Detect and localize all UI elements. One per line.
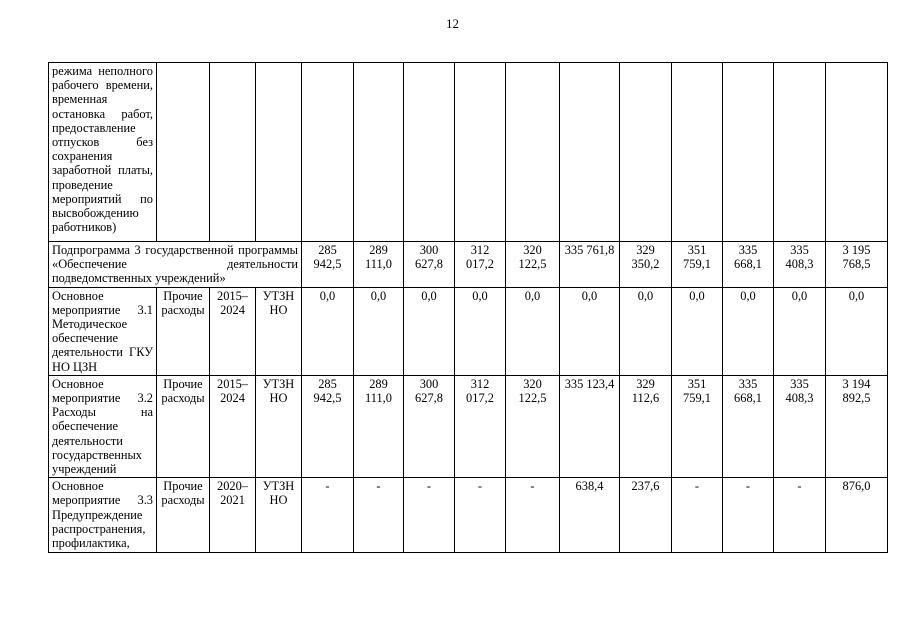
table-row: [49, 478, 888, 553]
value-cell: 0,0: [723, 287, 774, 375]
empty-cell: [774, 63, 826, 242]
period-cell: 2020–2021: [210, 478, 256, 553]
table-row: [49, 242, 888, 288]
measure-name-cell: Основное мероприятие 3.2 Расходы на обеспечение деятельности государственных учреждений: [49, 375, 157, 477]
value-cell: -: [774, 478, 826, 553]
value-cell: 312 017,2: [455, 242, 506, 288]
funding-source-cell: Прочие расходы: [157, 287, 210, 375]
value-cell: -: [354, 478, 404, 553]
value-cell: -: [672, 478, 723, 553]
value-cell: 335 408,3: [774, 242, 826, 288]
funding-source-cell: Прочие расходы: [157, 375, 210, 477]
budget-table: [48, 62, 888, 553]
value-cell: 289 111,0: [354, 375, 404, 477]
executor-cell: УТЗН НО: [256, 478, 302, 553]
value-cell: 320 122,5: [506, 375, 560, 477]
value-cell: 0,0: [455, 287, 506, 375]
value-cell: 335 761,8: [560, 242, 620, 288]
executor-cell: УТЗН НО: [256, 375, 302, 477]
value-cell: 0,0: [302, 287, 354, 375]
value-cell: 351 759,1: [672, 242, 723, 288]
value-cell: 0,0: [354, 287, 404, 375]
empty-cell: [210, 63, 256, 242]
value-cell: 300 627,8: [404, 375, 455, 477]
executor-cell: УТЗН НО: [256, 287, 302, 375]
empty-cell: [455, 63, 506, 242]
value-cell: 0,0: [774, 287, 826, 375]
value-cell: 0,0: [826, 287, 888, 375]
empty-cell: [404, 63, 455, 242]
value-cell: -: [723, 478, 774, 553]
period-cell: 2015–2024: [210, 375, 256, 477]
value-cell: 335 668,1: [723, 375, 774, 477]
value-cell: 285 942,5: [302, 242, 354, 288]
empty-cell: [672, 63, 723, 242]
value-cell: 285 942,5: [302, 375, 354, 477]
value-cell: 638,4: [560, 478, 620, 553]
value-cell: 0,0: [506, 287, 560, 375]
subprogram-name-cell: Подпрограмма 3 государственной программы «Обеспечение деятельности подведомственных учреждений»: [49, 242, 302, 288]
value-cell: 0,0: [672, 287, 723, 375]
value-cell: 335 123,4: [560, 375, 620, 477]
row-name-cell: режима неполного рабочего времени, временная остановка работ, предоставление отпусков без сохранения заработной платы, проведение мероприятий по высвобождению работников): [49, 63, 157, 242]
measure-name-cell: Основное мероприятие 3.3 Предупреждение распространения, профилактика,: [49, 478, 157, 553]
value-cell: 335 668,1: [723, 242, 774, 288]
page-number: 12: [446, 16, 459, 31]
value-cell: 237,6: [620, 478, 672, 553]
empty-cell: [620, 63, 672, 242]
value-cell: 312 017,2: [455, 375, 506, 477]
measure-name-cell: Основное мероприятие 3.1 Методическое обеспечение деятельности ГКУ НО ЦЗН: [49, 287, 157, 375]
funding-source-cell: Прочие расходы: [157, 478, 210, 553]
table-body: [49, 63, 888, 553]
value-cell: 329 350,2: [620, 242, 672, 288]
value-cell: -: [302, 478, 354, 553]
empty-cell: [157, 63, 210, 242]
value-cell: 329 112,6: [620, 375, 672, 477]
value-cell: -: [404, 478, 455, 553]
table-row: [49, 287, 888, 375]
empty-cell: [354, 63, 404, 242]
empty-cell: [560, 63, 620, 242]
value-cell: 876,0: [826, 478, 888, 553]
period-cell: 2015–2024: [210, 287, 256, 375]
value-cell: 351 759,1: [672, 375, 723, 477]
empty-cell: [826, 63, 888, 242]
table-row: [49, 63, 888, 242]
value-cell: 320 122,5: [506, 242, 560, 288]
value-cell: 0,0: [560, 287, 620, 375]
empty-cell: [723, 63, 774, 242]
value-cell: 289 111,0: [354, 242, 404, 288]
value-cell: 0,0: [620, 287, 672, 375]
empty-cell: [506, 63, 560, 242]
value-cell: 0,0: [404, 287, 455, 375]
value-cell: 335 408,3: [774, 375, 826, 477]
table-row: [49, 375, 888, 477]
value-cell: -: [455, 478, 506, 553]
value-cell: 3 195 768,5: [826, 242, 888, 288]
empty-cell: [256, 63, 302, 242]
value-cell: -: [506, 478, 560, 553]
empty-cell: [302, 63, 354, 242]
value-cell: 300 627,8: [404, 242, 455, 288]
value-cell: 3 194 892,5: [826, 375, 888, 477]
